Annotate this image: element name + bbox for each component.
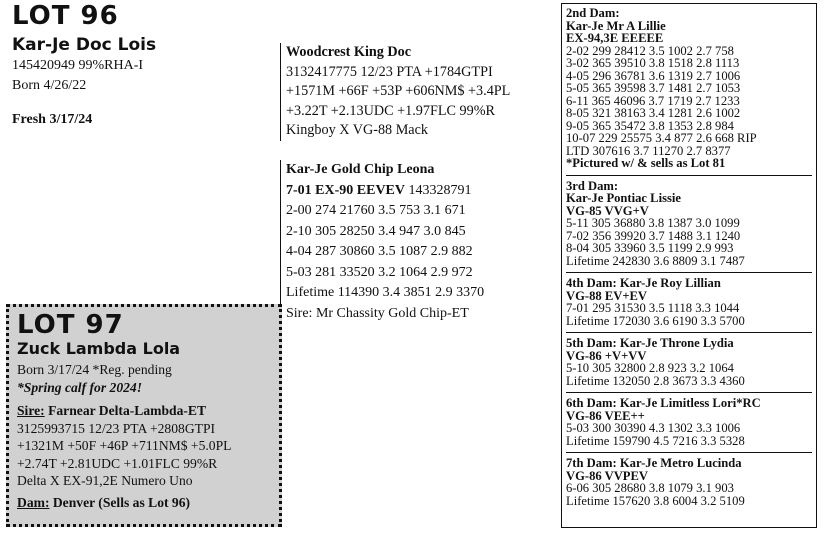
- lot-96-animal-name: Kar-Je Doc Lois: [12, 35, 157, 55]
- third-dam-heading: 3rd Dam:: [566, 178, 619, 193]
- second-dam-record: 8-05 321 38163 3.4 1281 2.6 1002: [566, 106, 741, 120]
- sire-line: 3132417775 12/23 PTA +1784GTPI: [286, 63, 493, 80]
- dam-record: 5-03 281 33520 3.2 1064 2.9 972: [286, 264, 473, 280]
- fourth-dam-lifetime: Lifetime 172030 3.6 6190 3.3 5700: [566, 313, 745, 328]
- second-dam-record: 6-11 365 46096 3.7 1719 2.7 1233: [566, 93, 740, 108]
- third-dam-lifetime: Lifetime 242830 3.6 8809 3.1 7487: [566, 253, 745, 268]
- seventh-dam-section: [566, 457, 816, 507]
- seventh-dam-heading: 7th Dam: Kar-Je Metro Lucinda: [566, 456, 742, 470]
- second-dam-record: 4-05 296 36781 3.6 1319 2.7 1006: [566, 68, 741, 83]
- second-dam-name: Kar-Je Mr A Lillie: [566, 18, 666, 33]
- second-dam-classification: EX-94,3E EEEEE: [566, 31, 664, 45]
- third-dam-section: [566, 180, 816, 268]
- section-divider: [566, 452, 812, 453]
- lot-97-title: LOT 97: [17, 310, 124, 340]
- lot-97-sire-line: 3125993715 12/23 PTA +2808GTPI: [17, 420, 216, 436]
- dam-record: 2-10 305 28250 3.4 947 3.0 845: [286, 223, 466, 239]
- second-dam-note: *Pictured w/ & sells as Lot 81: [566, 156, 726, 170]
- dam-classification: 7-01 EX-90 EEVEV: [286, 182, 406, 198]
- dam-record: 4-04 287 30860 3.5 1087 2.9 882: [286, 244, 473, 259]
- lot-97-dam-label: Dam:: [17, 494, 50, 510]
- lot-96-fresh-date: Fresh 3/17/24: [12, 112, 93, 127]
- second-dam-record: 10-07 229 25575 3.4 877 2.6 668 RIP: [566, 131, 757, 145]
- sire-line: Kingboy X VG-88 Mack: [286, 122, 428, 138]
- lot-97-box: [6, 304, 282, 527]
- sire-line: +1571M +66F +53P +606NM$ +3.4PL: [286, 83, 511, 99]
- sixth-dam-heading: 6th Dam: Kar-Je Limitless Lori*RC: [566, 396, 761, 410]
- fourth-dam-section: [566, 277, 816, 327]
- fourth-dam-heading: 4th Dam: Kar-Je Roy Lillian: [566, 276, 721, 290]
- third-dam-record: 7-02 356 39920 3.7 1488 3.1 1240: [566, 228, 741, 243]
- second-dam-record: 3-02 365 39510 3.8 1518 2.8 1113: [566, 56, 740, 70]
- second-dam-record: 9-05 365 35472 3.8 1353 2.8 984: [566, 118, 734, 133]
- third-dam-name: Kar-Je Pontiac Lissie: [566, 191, 681, 205]
- second-dam-ltd: LTD 307616 3.7 11270 2.7 8377: [566, 143, 731, 158]
- lot-96-registration: 145420949 99%RHA-I: [12, 58, 144, 73]
- fourth-dam-classification: VG-88 EV+EV: [566, 288, 647, 303]
- lot-97-sire-line: Delta X EX-91,2E Numero Uno: [17, 473, 193, 488]
- seventh-dam-lifetime: Lifetime 157620 3.8 6004 3.2 5109: [566, 493, 745, 508]
- sixth-dam-lifetime: Lifetime 159790 4.5 7216 3.3 5328: [566, 433, 745, 448]
- lot-97-sire-line: +1321M +50F +46P +711NM$ +5.0PL: [17, 438, 232, 453]
- second-dam-section: [566, 7, 816, 170]
- third-dam-classification: VG-85 VVG+V: [566, 203, 649, 218]
- lot-96-birth-date: Born 4/26/22: [12, 78, 87, 93]
- sixth-dam-record: 5-03 300 30390 4.3 1302 3.3 1006: [566, 421, 741, 435]
- fifth-dam-heading: 5th Dam: Kar-Je Throne Lydia: [566, 336, 734, 350]
- lot-96-title: LOT 96: [12, 1, 119, 31]
- second-dam-record: 5-05 365 39598 3.7 1481 2.7 1053: [566, 81, 741, 95]
- dam-record: 2-00 274 21760 3.5 753 3.1 671: [286, 203, 466, 218]
- lot-97-birth-date: Born 3/17/24 *Reg. pending: [17, 362, 172, 377]
- lot-97-sire-name: Farnear Delta-Lambda-ET: [44, 403, 207, 418]
- lot-97-sire-label: Sire:: [17, 403, 45, 418]
- lot-97-dam-text: Denver (Sells as Lot 96): [49, 494, 191, 510]
- fifth-dam-classification: VG-86 +V+VV: [566, 348, 647, 363]
- dam-registration: 143328791: [405, 182, 472, 198]
- fourth-dam-record: 7-01 295 31530 3.5 1118 3.3 1044: [566, 301, 740, 315]
- section-divider: [566, 392, 812, 393]
- third-dam-record: 8-04 305 33960 3.5 1199 2.9 993: [566, 241, 734, 255]
- second-dam-record: 2-02 299 28412 3.5 1002 2.7 758: [566, 43, 734, 58]
- sixth-dam-classification: VG-86 VEE++: [566, 408, 645, 423]
- fifth-dam-lifetime: Lifetime 132050 2.8 3673 3.3 4360: [566, 373, 745, 388]
- sire-name: Woodcrest King Doc: [286, 44, 412, 60]
- sire-line: +3.22T +2.13UDC +1.97FLC 99%R: [286, 102, 495, 119]
- lot-97-note: *Spring calf for 2024!: [17, 379, 142, 395]
- fifth-dam-record: 5-10 305 32800 2.8 923 3.2 1064: [566, 361, 734, 375]
- third-dam-record: 5-11 305 36880 3.8 1387 3.0 1099: [566, 216, 740, 230]
- lot-97-sire-line: +2.74T +2.81UDC +1.01FLC 99%R: [17, 455, 218, 471]
- dam-sire-line: Sire: Mr Chassity Gold Chip-ET: [286, 305, 469, 321]
- seventh-dam-classification: VG-86 VVPEV: [566, 468, 648, 483]
- dam-lifetime: Lifetime 114390 3.4 3851 2.9 3370: [286, 285, 485, 300]
- pedigree-box: [561, 3, 817, 528]
- fifth-dam-section: [566, 337, 816, 387]
- seventh-dam-record: 6-06 305 28680 3.8 1079 3.1 903: [566, 481, 734, 495]
- dam-name: Kar-Je Gold Chip Leona: [286, 162, 435, 177]
- dam-block: [280, 160, 566, 324]
- sire-block: [280, 43, 556, 141]
- lot-97-animal-name: Zuck Lambda Lola: [17, 339, 181, 358]
- section-divider: [566, 272, 812, 273]
- sixth-dam-section: [566, 397, 816, 447]
- section-divider: [566, 332, 812, 333]
- section-divider: [566, 175, 812, 176]
- second-dam-heading: 2nd Dam:: [566, 6, 620, 20]
